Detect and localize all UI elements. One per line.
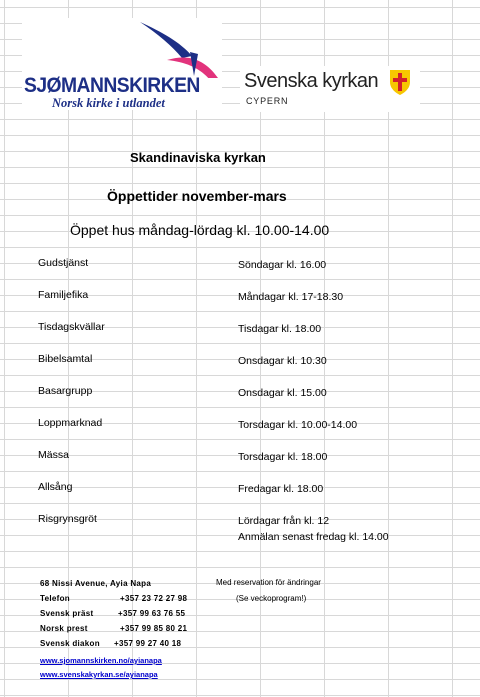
activity-name: Loppmarknad <box>38 417 103 429</box>
reservation-note: Med reservation för ändringar <box>216 578 321 587</box>
page-subtitle: Öppettider november-mars <box>107 188 287 204</box>
reservation-note-sub: (Se veckoprogram!) <box>236 594 307 603</box>
activity-name: Bibelsamtal <box>38 353 93 365</box>
activity-name: Mässa <box>38 449 69 461</box>
contact-number: +357 99 27 40 18 <box>114 639 182 648</box>
activity-time: Onsdagar kl. 10.30 <box>238 355 327 367</box>
svenska-kyrkan-logo <box>240 66 420 112</box>
contact-number: +357 99 85 80 21 <box>120 624 188 633</box>
logo-left-tagline: Norsk kirke i utlandet <box>52 96 165 110</box>
activity-time: Lördagar från kl. 12 Anmälan senast fredag kl. 14.00 <box>238 515 389 543</box>
address: 68 Nissi Avenue, Ayia Napa <box>40 579 152 588</box>
link-sjomannskirken[interactable]: www.sjomannskirken.no/ayianapa <box>40 656 162 665</box>
activity-time: Torsdagar kl. 18.00 <box>238 451 328 463</box>
contact-label: Norsk prest <box>40 624 88 633</box>
activity-name: Familjefika <box>38 289 89 301</box>
activity-time: Söndagar kl. 16.00 <box>238 259 327 271</box>
activity-time: Tisdagar kl. 18.00 <box>238 323 322 335</box>
contact-label: Svensk diakon <box>40 639 100 648</box>
activity-name: Gudstjänst <box>38 257 89 269</box>
sjomannskirken-logo <box>22 18 222 110</box>
contact-number: +357 23 72 27 98 <box>120 594 188 603</box>
contact-label: Telefon <box>40 594 70 603</box>
activity-time: Torsdagar kl. 10.00-14.00 <box>238 419 358 431</box>
logo-right-name: Svenska kyrkan <box>244 70 379 92</box>
link-svenskakyrkan[interactable]: www.svenskakyrkan.se/ayianapa <box>40 670 158 679</box>
contact-number: +357 99 63 76 55 <box>118 609 186 618</box>
logo-left-name: SJØMANNSKIRKEN <box>24 74 200 97</box>
activity-name: Basargrupp <box>38 385 93 397</box>
activity-name: Risgrynsgröt <box>38 513 97 525</box>
activity-time: Onsdagar kl. 15.00 <box>238 387 327 399</box>
activity-time: Måndagar kl. 17-18.30 <box>238 291 344 303</box>
activity-time: Fredagar kl. 18.00 <box>238 483 324 495</box>
bird-icon <box>22 18 222 78</box>
activity-name: Allsång <box>38 481 73 493</box>
logo-right-sub: CYPERN <box>246 96 289 106</box>
contact-label: Svensk präst <box>40 609 94 618</box>
cross-shield-icon <box>388 68 412 96</box>
activity-name: Tisdagskvällar <box>38 321 105 333</box>
open-hours: Öppet hus måndag-lördag kl. 10.00-14.00 <box>70 222 330 238</box>
page-title: Skandinaviska kyrkan <box>130 150 266 165</box>
